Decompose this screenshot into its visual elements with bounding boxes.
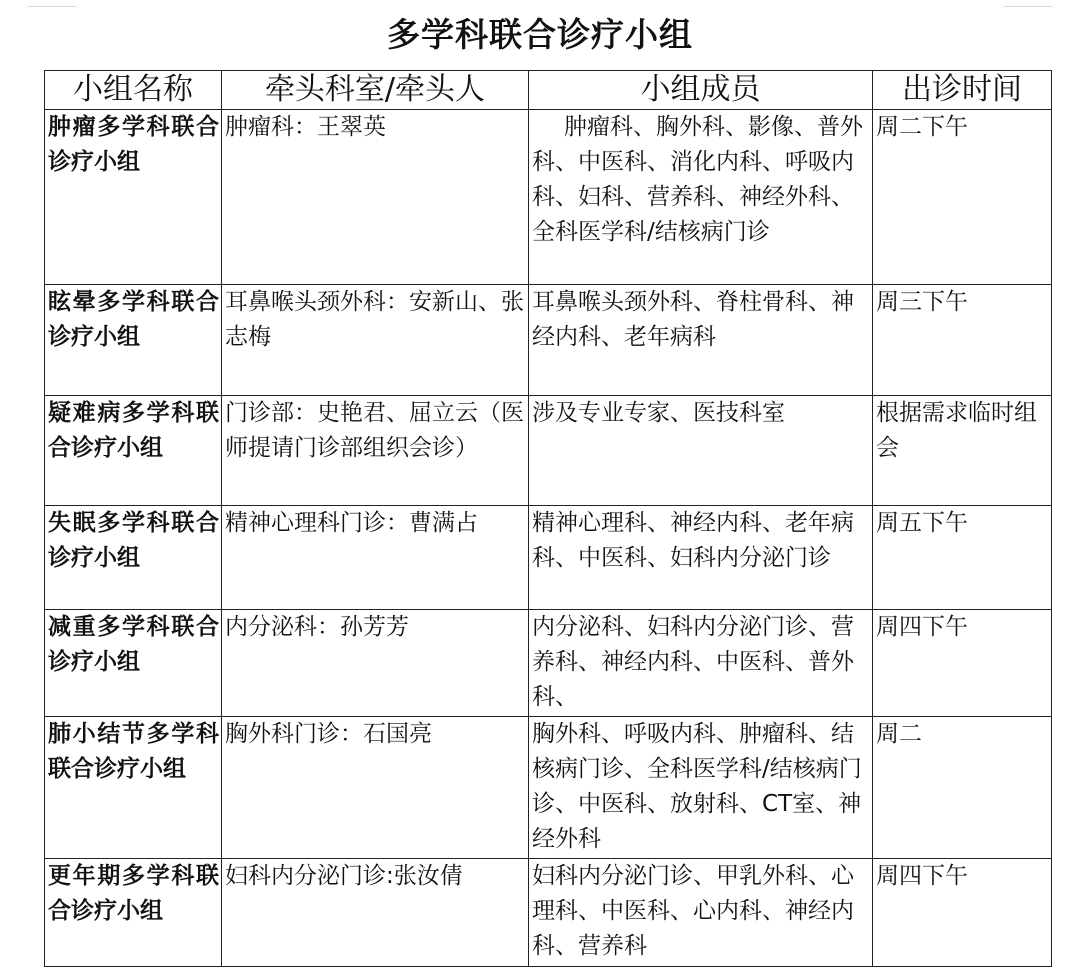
table-row bbox=[45, 285, 1052, 396]
header-group-name: 小组名称 bbox=[45, 71, 222, 110]
lead-cell: 肿瘤科：王翠英 bbox=[222, 110, 529, 285]
lead-cell: 妇科内分泌门诊:张汝倩 bbox=[222, 859, 529, 967]
header-lead-department: 牵头科室/牵头人 bbox=[222, 71, 529, 110]
group-name-cell: 更年期多学科联合诊疗小组 bbox=[45, 859, 222, 967]
time-cell: 周四下午 bbox=[873, 610, 1052, 717]
lead-cell: 胸外科门诊：石国亮 bbox=[222, 717, 529, 859]
time-cell: 根据需求临时组会 bbox=[873, 396, 1052, 506]
group-name-cell: 眩晕多学科联合诊疗小组 bbox=[45, 285, 222, 396]
members-cell: 内分泌科、妇科内分泌门诊、营养科、神经内科、中医科、普外科、 bbox=[529, 610, 873, 717]
table-header-row bbox=[45, 71, 1052, 110]
time-cell: 周三下午 bbox=[873, 285, 1052, 396]
time-cell: 周四下午 bbox=[873, 859, 1052, 967]
group-name-cell: 减重多学科联合诊疗小组 bbox=[45, 610, 222, 717]
members-cell: 妇科内分泌门诊、甲乳外科、心理科、中医科、心内科、神经内科、营养科 bbox=[529, 859, 873, 967]
table-row bbox=[45, 859, 1052, 967]
header-members: 小组成员 bbox=[529, 71, 873, 110]
members-cell: 耳鼻喉头颈外科、脊柱骨科、神经内科、老年病科 bbox=[529, 285, 873, 396]
members-cell: 涉及专业专家、医技科室 bbox=[529, 396, 873, 506]
table-row bbox=[45, 110, 1052, 285]
page-corner-mark-left bbox=[28, 0, 76, 7]
members-text: 肿瘤科、胸外科、影像、普外科、中医科、消化内科、呼吸内科、妇科、营养科、神经外科、全科医学科/结核病门诊 bbox=[532, 114, 863, 245]
mdt-group-table bbox=[44, 70, 1052, 967]
time-cell: 周二 bbox=[873, 717, 1052, 859]
group-name-cell: 肿瘤多学科联合诊疗小组 bbox=[45, 110, 222, 285]
lead-cell: 内分泌科：孙芳芳 bbox=[222, 610, 529, 717]
group-name-cell: 肺小结节多学科联合诊疗小组 bbox=[45, 717, 222, 859]
header-clinic-time: 出诊时间 bbox=[873, 71, 1052, 110]
lead-cell: 门诊部：史艳君、屈立云（医师提请门诊部组织会诊） bbox=[222, 396, 529, 506]
lead-cell: 耳鼻喉头颈外科：安新山、张志梅 bbox=[222, 285, 529, 396]
members-cell: 精神心理科、神经内科、老年病科、中医科、妇科内分泌门诊 bbox=[529, 506, 873, 610]
lead-cell: 精神心理科门诊：曹满占 bbox=[222, 506, 529, 610]
time-cell: 周二下午 bbox=[873, 110, 1052, 285]
group-name-cell: 失眠多学科联合诊疗小组 bbox=[45, 506, 222, 610]
group-name-cell: 疑难病多学科联合诊疗小组 bbox=[45, 396, 222, 506]
time-cell: 周五下午 bbox=[873, 506, 1052, 610]
document-title: 多学科联合诊疗小组 bbox=[387, 15, 693, 54]
table-row bbox=[45, 506, 1052, 610]
members-cell: 胸外科、呼吸内科、肿瘤科、结核病门诊、全科医学科/结核病门诊、中医科、放射科、CT室、神经外科 bbox=[529, 717, 873, 859]
table-row bbox=[45, 610, 1052, 717]
members-cell bbox=[529, 110, 873, 285]
table-row bbox=[45, 396, 1052, 506]
page-corner-mark-right bbox=[1004, 0, 1052, 7]
table-row bbox=[45, 717, 1052, 859]
